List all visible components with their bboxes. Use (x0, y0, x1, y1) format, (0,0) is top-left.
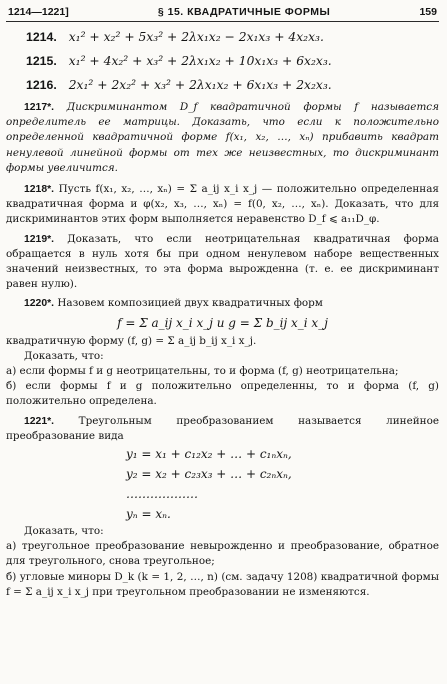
problem-formula: x₁² + x₂² + 5x₃² + 2λx₁x₂ − 2x₁x₃ + 4x₂x₃. (68, 30, 324, 44)
problem-formula: 2x₁² + 2x₂² + x₃² + 2λx₁x₂ + 6x₁x₃ + 2x₂x₃. (68, 78, 332, 92)
problem-1220 (6, 296, 439, 311)
problem-1220-part-b: б) если формы f и g положительно определенны, то и форма (f, g) положительно определена. (6, 380, 439, 408)
problem-1220-after: квадратичную форму (f, g) = Σ a_ij b_ij x_i x_j. (6, 334, 257, 347)
header-section-title: § 15. КВАДРАТИЧНЫЕ ФОРМЫ (157, 6, 331, 18)
problem-1221-part-a: а) треугольное преобразование невырожденно и преобразование, обратное для треугольного, снова треугольное; (6, 540, 439, 568)
problem-number: 1218*. (24, 184, 55, 196)
problem-1216 (26, 74, 439, 96)
problem-1220-part-a: а) если формы f и g неотрицательны, то и форма (f, g) неотрицательна; (6, 365, 399, 378)
problem-1220-prove: Доказать, что: (24, 349, 104, 362)
problem-text: Назовем композицией двух квадратичных форм (57, 297, 323, 310)
transform-row: y₂ = x₂ + c₂₃x₃ + … + c₂ₙxₙ, (126, 467, 292, 482)
problem-1221-prove: Доказать, что: (24, 525, 104, 538)
problem-text: Треугольным преобразованием называется линейное преобразование вида (6, 414, 439, 442)
transform-row: yₙ = xₙ. (126, 507, 171, 522)
problem-1221-part-b: б) угловые миноры D_k (k = 1, 2, …, n) (см. задачу 1208) квадратичной формы f = Σ a_ij x_i x_j при треугольном преобразовании не изменяются. (6, 570, 439, 598)
problem-1215 (26, 50, 439, 72)
page-header (6, 6, 439, 22)
problem-1218 (6, 182, 439, 228)
problem-number: 1219*. (24, 233, 55, 245)
problem-text: Дискриминантом D_f квадратичной формы f называется определитель ее матрицы. Доказать, что если к положительно определенной квадратичной форме f(x₁, x₂, …, xₙ) прибавить квадрат ненулевой линейной формы от тех же неизвестных, то дискриминант формы увеличится. (6, 101, 439, 174)
transform-row: ……………… (126, 487, 198, 502)
transform-row: y₁ = x₁ + c₁₂x₂ + … + c₁ₙxₙ, (126, 447, 292, 462)
problem-number: 1220*. (24, 298, 55, 310)
problem-number: 1215. (26, 54, 57, 68)
problem-text: Доказать, что если неотрицательная квадратичная форма обращается в нуль хотя бы при одном ненулевом наборе вещественных значений неизвестных, то эта форма вырожденна (т. е. ее дискриминант равен нулю). (6, 232, 439, 291)
problem-1220-display-formula: f = Σ a_ij x_i x_j и g = Σ b_ij x_i x_j (117, 315, 328, 330)
problem-1217 (6, 100, 439, 176)
problem-number: 1216. (26, 78, 57, 92)
triangular-transform (126, 444, 439, 524)
problem-formula: x₁² + 4x₂² + x₃² + 2λx₁x₂ + 10x₁x₃ + 6x₂x₃. (68, 54, 332, 68)
problem-number: 1217*. (24, 102, 55, 113)
problem-1214 (26, 26, 439, 48)
problem-1219 (6, 232, 439, 293)
header-range: 1214—1221] (8, 6, 69, 18)
problem-1221 (6, 414, 439, 444)
header-page-number: 159 (419, 6, 437, 18)
problem-number: 1214. (26, 30, 57, 44)
problem-number: 1221*. (24, 415, 55, 427)
problem-text: Пусть f(x₁, x₂, …, xₙ) = Σ a_ij x_i x_j — положительно определенная квадратичная форма и φ(x₂, x₃, …, xₙ) = f(0, x₂, …, xₙ). Доказать, что для дискриминантов этих форм выполняется неравенство D_f ⩽ a₁₁D_φ. (6, 183, 439, 226)
